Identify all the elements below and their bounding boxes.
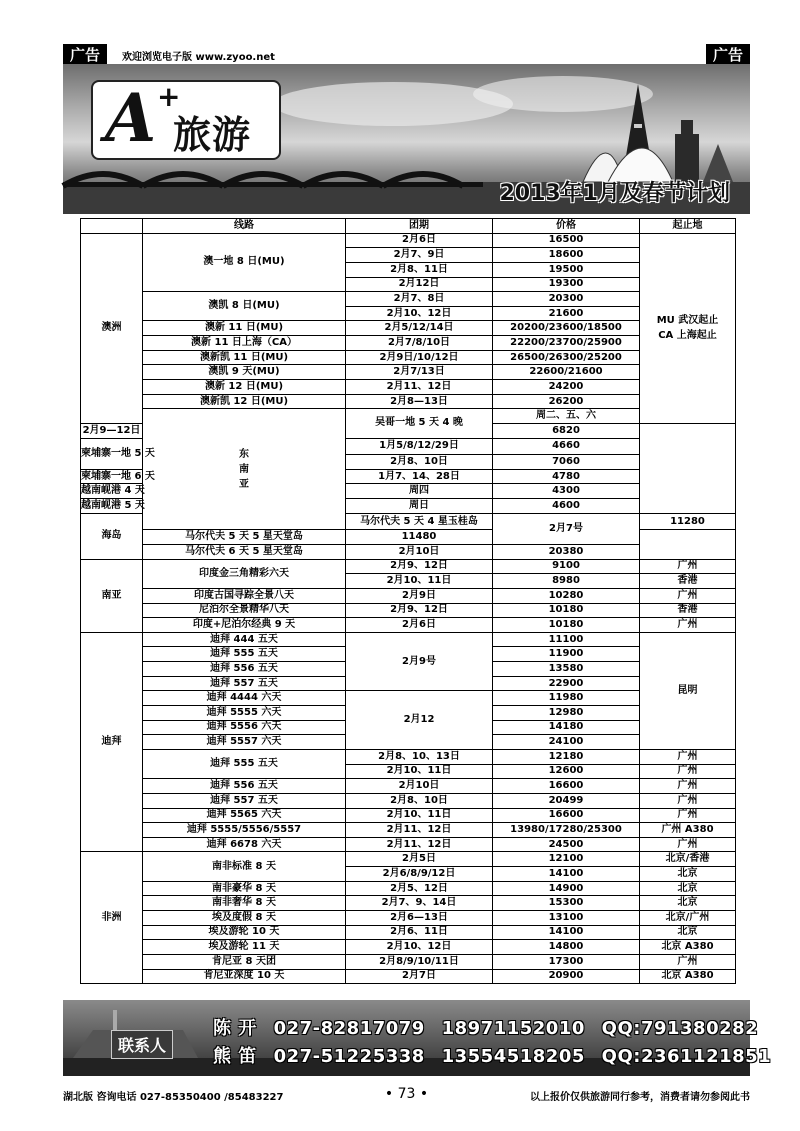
origin-cell: 广州 — [640, 954, 736, 969]
route-cell: 埃及游轮 11 天 — [143, 940, 346, 955]
date-cell: 2月8、10、13日 — [346, 749, 493, 764]
table-row — [81, 409, 736, 424]
price-cell: 19300 — [493, 277, 640, 292]
price-cell: 22200/23700/25900 — [493, 336, 640, 351]
route-cell: 澳新 11 日上海（CA） — [143, 336, 346, 351]
table-row — [81, 336, 736, 351]
origin-cell: 广州 — [640, 779, 736, 794]
price-cell: 9100 — [493, 559, 640, 574]
date-cell: 2月6日 — [346, 233, 493, 248]
route-cell: 澳新 12 日(MU) — [143, 380, 346, 395]
origin-cell: 广州 — [640, 808, 736, 823]
price-cell: 13980/17280/25300 — [493, 823, 640, 838]
origin-cell: 广州 — [640, 764, 736, 779]
route-cell: 南非奢华 8 天 — [143, 896, 346, 911]
header-banner — [63, 64, 750, 214]
date-cell: 2月8—13日 — [346, 394, 493, 409]
table-row — [81, 808, 736, 823]
table-row — [81, 380, 736, 395]
table-row — [81, 910, 736, 925]
price-cell: 21600 — [493, 306, 640, 321]
route-cell: 柬埔寨一地 5 天 — [81, 438, 143, 469]
table-row — [81, 691, 736, 706]
date-cell: 2月7日 — [346, 969, 493, 984]
origin-cell: 广州 — [640, 837, 736, 852]
table-row — [81, 969, 736, 984]
contact-label: 联系人 — [111, 1030, 173, 1059]
price-cell: 14800 — [493, 940, 640, 955]
route-cell: 越南岘港 5 天 — [81, 499, 143, 514]
price-cell: 11100 — [493, 632, 640, 647]
header-route: 线路 — [143, 219, 346, 234]
table-row — [81, 588, 736, 603]
route-cell: 澳凯 8 日(MU) — [143, 292, 346, 321]
price-cell: 18600 — [493, 248, 640, 263]
origin-cell: 北京 — [640, 925, 736, 940]
brand-logo — [91, 80, 281, 160]
ad-tag-left: 广告 — [63, 44, 107, 66]
price-cell: 11280 — [640, 513, 736, 530]
route-cell: 迪拜 556 五天 — [143, 662, 346, 677]
table-row — [81, 292, 736, 307]
plan-title: 2013年1月及春节计划 — [499, 181, 730, 206]
price-cell: 16600 — [493, 808, 640, 823]
date-cell: 2月6、11日 — [346, 925, 493, 940]
route-cell: 迪拜 557 五天 — [143, 793, 346, 808]
page-number: • 73 • — [384, 1086, 429, 1102]
origin-cell: 广州 A380 — [640, 823, 736, 838]
contact-mobile: 18971152010 — [441, 1018, 585, 1039]
price-table — [80, 218, 736, 984]
route-cell: 迪拜 4444 六天 — [143, 691, 346, 706]
origin-cell: 香港 — [640, 603, 736, 618]
logo-letter: A — [105, 79, 157, 157]
region-cell: 迪拜 — [81, 632, 143, 852]
price-cell: 24500 — [493, 837, 640, 852]
price-cell: 20900 — [493, 969, 640, 984]
price-cell: 4660 — [493, 438, 640, 455]
date-cell: 2月7、8日 — [346, 292, 493, 307]
price-cell: 20380 — [493, 544, 640, 559]
price-cell: 13580 — [493, 662, 640, 677]
date-cell: 2月6日 — [346, 618, 493, 633]
region-cell: 东 南 亚 — [143, 409, 346, 530]
date-cell: 1月5/8/12/29日 — [346, 438, 493, 455]
origin-cell: 北京 A380 — [640, 940, 736, 955]
origin-cell: 广州 — [640, 618, 736, 633]
route-cell: 越南岘港 4 天 — [81, 484, 143, 499]
route-cell: 迪拜 555 五天 — [143, 749, 346, 778]
date-cell: 2月10日 — [346, 544, 493, 559]
route-cell: 澳一地 8 日(MU) — [143, 233, 346, 292]
price-cell: 11480 — [346, 530, 493, 545]
table-row — [81, 632, 736, 647]
origin-cell: 广州 — [640, 588, 736, 603]
contact-mobile: 13554518205 — [441, 1046, 585, 1067]
route-cell: 南非豪华 8 天 — [143, 881, 346, 896]
price-cell: 8980 — [493, 574, 640, 589]
route-cell: 柬埔寨一地 6 天 — [81, 469, 143, 484]
date-cell: 2月10、12日 — [346, 940, 493, 955]
contact-person-2 — [213, 1042, 781, 1068]
contact-qq: QQ:791380282 — [601, 1018, 759, 1039]
price-cell: 26200 — [493, 394, 640, 409]
price-cell: 22900 — [493, 676, 640, 691]
date-cell: 2月10、12日 — [346, 306, 493, 321]
price-cell: 22600/21600 — [493, 365, 640, 380]
table-header-row — [81, 219, 736, 234]
price-cell: 14900 — [493, 881, 640, 896]
route-cell: 肯尼亚深度 10 天 — [143, 969, 346, 984]
date-cell: 2月8/9/10/11日 — [346, 954, 493, 969]
date-cell: 2月12 — [346, 691, 493, 750]
ad-tag-right: 广告 — [706, 44, 750, 66]
price-cell: 15300 — [493, 896, 640, 911]
route-cell: 埃及度假 8 天 — [143, 910, 346, 925]
price-cell: 4780 — [493, 469, 640, 484]
date-cell: 2月8、10日 — [346, 793, 493, 808]
route-cell: 迪拜 555 五天 — [143, 647, 346, 662]
header-origin: 起止地 — [640, 219, 736, 234]
route-cell: 迪拜 6678 六天 — [143, 837, 346, 852]
date-cell: 2月9—12日 — [81, 423, 143, 438]
origin-cell: 广州 — [640, 749, 736, 764]
table-row — [81, 394, 736, 409]
date-cell: 2月6/8/9/12日 — [346, 867, 493, 882]
date-cell: 2月5日 — [346, 852, 493, 867]
date-cell: 周四 — [346, 484, 493, 499]
date-cell: 2月5/12/14日 — [346, 321, 493, 336]
date-cell: 2月10日 — [346, 779, 493, 794]
route-cell: 澳新 11 日(MU) — [143, 321, 346, 336]
date-cell: 2月7/13日 — [346, 365, 493, 380]
date-cell: 2月7/8/10日 — [346, 336, 493, 351]
table-row — [81, 544, 736, 559]
date-cell: 1月7、14、28日 — [346, 469, 493, 484]
price-cell: 6820 — [493, 423, 640, 438]
table-row — [81, 793, 736, 808]
date-cell: 2月10、11日 — [346, 764, 493, 779]
route-cell: 澳新凯 12 日(MU) — [143, 394, 346, 409]
table-row — [81, 954, 736, 969]
date-cell: 2月10、11日 — [346, 574, 493, 589]
origin-cell: 香港 — [640, 574, 736, 589]
contact-tel: 027-82817079 — [273, 1018, 425, 1039]
date-cell: 2月10、11日 — [346, 808, 493, 823]
price-cell: 16600 — [493, 779, 640, 794]
price-cell: 12980 — [493, 706, 640, 721]
route-cell: 迪拜 5557 六天 — [143, 735, 346, 750]
route-cell: 迪拜 5555 六天 — [143, 706, 346, 721]
date-cell: 2月9、12日 — [346, 559, 493, 574]
price-cell: 19500 — [493, 262, 640, 277]
contact-qq: QQ:2361121851 — [601, 1046, 772, 1067]
route-cell: 马尔代夫 5 天 4 星玉桂岛 — [346, 513, 493, 530]
origin-cell: MU 武汉起止 CA 上海起止 — [640, 233, 736, 423]
price-cell: 12100 — [493, 852, 640, 867]
origin-cell: 广州 — [640, 559, 736, 574]
origin-cell: 北京 A380 — [640, 969, 736, 984]
price-cell: 4600 — [493, 499, 640, 514]
route-cell: 南非标准 8 天 — [143, 852, 346, 881]
table-row — [81, 940, 736, 955]
contact-tel: 027-51225338 — [273, 1046, 425, 1067]
price-cell: 11980 — [493, 691, 640, 706]
date-cell: 2月7号 — [493, 513, 640, 544]
price-cell: 14100 — [493, 867, 640, 882]
table-row — [81, 559, 736, 574]
date-cell: 2月11、12日 — [346, 837, 493, 852]
route-cell: 迪拜 557 五天 — [143, 676, 346, 691]
table-row — [81, 365, 736, 380]
date-cell: 2月8、11日 — [346, 262, 493, 277]
table-row — [81, 779, 736, 794]
date-cell: 周日 — [346, 499, 493, 514]
region-cell: 非洲 — [81, 852, 143, 984]
route-cell: 马尔代夫 6 天 5 星天堂岛 — [143, 544, 346, 559]
origin-cell: 北京/香港 — [640, 852, 736, 867]
table-body — [81, 233, 736, 984]
price-cell: 14100 — [493, 925, 640, 940]
table-row — [81, 925, 736, 940]
contact-name: 陈 开 — [213, 1018, 257, 1039]
origin-cell: 北京 — [640, 881, 736, 896]
site-url: 欢迎浏览电子版 www.zyoo.net — [122, 52, 275, 63]
table-row — [81, 233, 736, 248]
origin-cell: 北京 — [640, 867, 736, 882]
route-cell: 印度金三角精彩六天 — [143, 559, 346, 588]
table-row — [81, 823, 736, 838]
price-cell: 16500 — [493, 233, 640, 248]
date-cell: 2月11、12日 — [346, 380, 493, 395]
route-cell: 迪拜 5565 六天 — [143, 808, 346, 823]
table-row — [81, 350, 736, 365]
route-cell: 澳凯 9 天(MU) — [143, 365, 346, 380]
price-table-wrapper — [80, 218, 735, 984]
contact-name: 熊 笛 — [213, 1046, 257, 1067]
route-cell: 吴哥一地 5 天 4 晚 — [346, 409, 493, 438]
table-row — [81, 852, 736, 867]
route-cell: 迪拜 5556 六天 — [143, 720, 346, 735]
price-cell: 14180 — [493, 720, 640, 735]
table-row — [81, 321, 736, 336]
footer-hotline: 湖北版 咨询电话 027-85350400 /85483227 — [63, 1092, 284, 1103]
route-cell: 迪拜 556 五天 — [143, 779, 346, 794]
route-cell: 印度+尼泊尔经典 9 天 — [143, 618, 346, 633]
header-region — [81, 219, 143, 234]
date-cell: 2月6—13日 — [346, 910, 493, 925]
price-cell: 13100 — [493, 910, 640, 925]
table-row — [81, 749, 736, 764]
route-cell: 澳新凯 11 日(MU) — [143, 350, 346, 365]
price-cell: 10180 — [493, 603, 640, 618]
route-cell: 埃及游轮 10 天 — [143, 925, 346, 940]
origin-cell: 北京 — [640, 896, 736, 911]
date-cell: 周二、五、六 — [493, 409, 640, 424]
price-cell: 7060 — [493, 455, 640, 470]
origin-cell: 北京/广州 — [640, 910, 736, 925]
price-cell: 20499 — [493, 793, 640, 808]
table-row — [81, 618, 736, 633]
price-cell: 24200 — [493, 380, 640, 395]
price-cell: 12600 — [493, 764, 640, 779]
header-date: 团期 — [346, 219, 493, 234]
page-footer — [63, 1086, 750, 1106]
price-cell: 20300 — [493, 292, 640, 307]
contact-banner — [63, 1000, 772, 1076]
date-cell: 2月7、9日 — [346, 248, 493, 263]
contact-person-1 — [213, 1014, 768, 1040]
date-cell: 2月9日/10/12日 — [346, 350, 493, 365]
price-cell: 24100 — [493, 735, 640, 750]
route-cell: 尼泊尔全景精华八天 — [143, 603, 346, 618]
price-cell: 10280 — [493, 588, 640, 603]
price-cell: 12180 — [493, 749, 640, 764]
date-cell: 2月8、10日 — [346, 455, 493, 470]
price-cell: 4300 — [493, 484, 640, 499]
header-price: 价格 — [493, 219, 640, 234]
table-row — [81, 896, 736, 911]
table-row — [81, 603, 736, 618]
date-cell: 2月12日 — [346, 277, 493, 292]
date-cell: 2月5、12日 — [346, 881, 493, 896]
price-cell: 10180 — [493, 618, 640, 633]
region-cell: 南亚 — [81, 559, 143, 632]
price-cell: 20200/23600/18500 — [493, 321, 640, 336]
price-cell: 26500/26300/25200 — [493, 350, 640, 365]
route-cell: 迪拜 5555/5556/5557 — [143, 823, 346, 838]
table-row — [81, 881, 736, 896]
footer-disclaimer: 以上报价仅供旅游同行参考，消费者请勿参阅此书 — [530, 1092, 750, 1103]
date-cell: 2月9、12日 — [346, 603, 493, 618]
logo-plus: + — [157, 80, 181, 113]
price-cell: 11900 — [493, 647, 640, 662]
route-cell: 马尔代夫 5 天 5 星天堂岛 — [143, 530, 346, 545]
date-cell: 2月7、9、14日 — [346, 896, 493, 911]
origin-cell: 广州 — [640, 793, 736, 808]
table-row — [81, 837, 736, 852]
route-cell: 迪拜 444 五天 — [143, 632, 346, 647]
date-cell: 2月9日 — [346, 588, 493, 603]
route-cell: 印度古国寻踪全景八天 — [143, 588, 346, 603]
route-cell: 肯尼亚 8 天团 — [143, 954, 346, 969]
logo-text: 旅游 — [173, 113, 252, 157]
price-cell: 17300 — [493, 954, 640, 969]
region-cell: 澳洲 — [81, 233, 143, 423]
origin-cell: 昆明 — [640, 632, 736, 749]
date-cell: 2月11、12日 — [346, 823, 493, 838]
date-cell: 2月9号 — [346, 632, 493, 691]
region-cell: 海岛 — [81, 513, 143, 559]
